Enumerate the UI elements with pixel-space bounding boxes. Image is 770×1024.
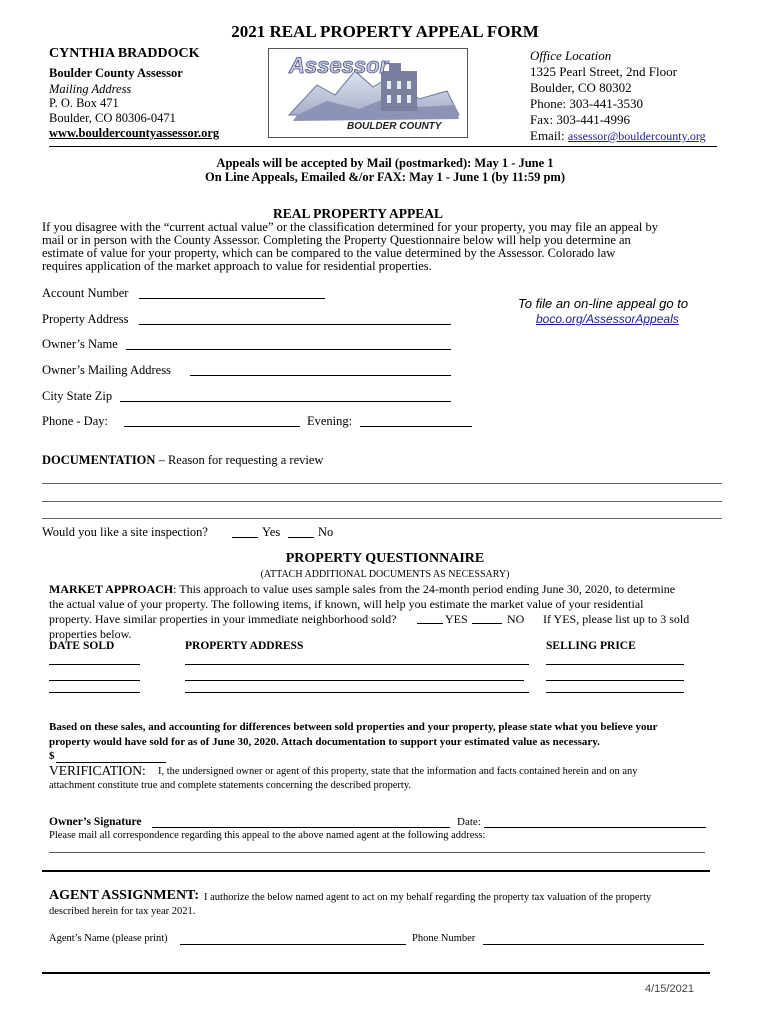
questionnaire-heading: PROPERTY QUESTIONNAIRE	[285, 551, 485, 566]
site-inspection-yes-label: Yes	[262, 525, 281, 539]
appeal-text-line3: estimate of value for your property, which can be compared to the value determined by the Assessor. Colorado law	[42, 246, 616, 260]
sale-1-address-field[interactable]	[185, 664, 529, 665]
agent-name-field[interactable]	[180, 944, 406, 945]
owner-mailing-address-field[interactable]	[190, 375, 451, 376]
documentation-subtitle: – Reason for requesting a review	[155, 453, 324, 467]
sale-3-price-field[interactable]	[546, 692, 684, 693]
agent-section-divider-top	[42, 870, 710, 872]
sale-3-address-field[interactable]	[185, 692, 529, 693]
logo-county-text: BOULDER COUNTY	[347, 121, 442, 132]
sale-2-date-field[interactable]	[49, 680, 140, 681]
questionnaire-subheading: (ATTACH ADDITIONAL DOCUMENTS AS NECESSARY)	[260, 569, 510, 580]
list-sold-properties-text: If YES, please list up to 3 sold	[543, 612, 690, 626]
office-email	[530, 128, 706, 144]
owner-signature-field[interactable]	[152, 827, 450, 828]
po-box: P. O. Box 471	[49, 96, 119, 110]
phone-evening-label: Evening:	[307, 414, 353, 428]
mailing-address-label: Mailing Address	[49, 82, 132, 96]
online-appeal-link[interactable]: boco.org/AssessorAppeals	[536, 312, 679, 326]
notice-mail-dates: Appeals will be accepted by Mail (postmarked): May 1 - June 1	[216, 156, 554, 170]
appeal-text-line1: If you disagree with the “current actual value” or the classification determined for your property, you may file an appeal by	[42, 220, 658, 234]
agent-section-divider-bottom	[42, 972, 710, 974]
assessor-logo	[268, 48, 468, 138]
sale-1-date-field[interactable]	[49, 664, 140, 665]
phone-day-label: Phone - Day:	[42, 414, 108, 428]
owner-name-field[interactable]	[126, 349, 451, 350]
site-inspection-question: Would you like a site inspection?	[42, 525, 208, 539]
header-divider	[49, 146, 717, 147]
agent-name-label: Agent’s Name (please print)	[49, 933, 168, 944]
selling-price-header: SELLING PRICE	[546, 640, 636, 652]
agent-phone-field[interactable]	[483, 944, 704, 945]
city-state-zip-field[interactable]	[120, 401, 451, 402]
owner-signature-label: Owner’s Signature	[49, 816, 142, 828]
office-location-label: Office Location	[530, 48, 612, 63]
verification-text-line2: attachment constitute true and complete statements concerning the described property.	[49, 780, 412, 791]
owner-mailing-address-label: Owner’s Mailing Address	[42, 363, 171, 377]
mountain-building-icon	[269, 49, 467, 137]
market-approach-line2: the actual value of your property. The following items, if known, will help you estimate the market value of your residential	[49, 597, 644, 611]
signature-date-label: Date:	[457, 816, 481, 828]
neighborhood-sold-no-label: NO	[507, 612, 525, 626]
form-revision-date: 4/15/2021	[645, 983, 694, 995]
dollar-sign: $	[49, 750, 55, 762]
email-label: Email:	[530, 128, 568, 143]
sale-2-address-field[interactable]	[185, 680, 524, 681]
online-appeal-text: To file an on-line appeal go to	[518, 296, 689, 311]
agent-phone-label: Phone Number	[412, 933, 476, 944]
sale-1-price-field[interactable]	[546, 664, 684, 665]
assessor-website-link[interactable]: www.bouldercountyassessor.org	[49, 126, 220, 140]
market-approach-line1	[49, 582, 675, 597]
signature-date-field[interactable]	[484, 827, 706, 828]
property-address-header: PROPERTY ADDRESS	[185, 640, 304, 652]
site-inspection-no-label: No	[318, 525, 334, 539]
verification-text-line1: I, the undersigned owner or agent of this property, state that the information and facts contained herein and on any	[158, 766, 638, 777]
appeal-heading: REAL PROPERTY APPEAL	[272, 206, 444, 221]
estimate-text-line2: property would have sold for as of June 30, 2020. Attach documentation to support your estimated value as necessary.	[49, 736, 600, 748]
documentation-label	[42, 453, 323, 468]
market-approach-label: MARKET APPROACH	[49, 582, 174, 596]
office-fax: Fax: 303-441-4996	[530, 112, 631, 127]
documentation-line-2[interactable]	[42, 501, 722, 502]
office-street: 1325 Pearl Street, 2nd Floor	[530, 64, 677, 79]
email-link[interactable]: assessor@bouldercounty.org	[567, 129, 706, 143]
phone-evening-field[interactable]	[360, 426, 472, 427]
neighborhood-sold-yes-label: YES	[445, 612, 468, 626]
estimate-text-line1: Based on these sales, and accounting for differences between sold properties and your property, please state what you believe your	[49, 721, 658, 733]
property-address-label: Property Address	[42, 312, 129, 326]
neighborhood-sold-yes-field[interactable]	[417, 623, 443, 624]
owner-name-label: Owner’s Name	[42, 337, 118, 351]
market-approach-text: : This approach to value uses sample sales from the 24-month period ending June 30, 2020, to determine	[173, 582, 676, 596]
city-state-zip-label: City State Zip	[42, 389, 113, 403]
agent-assignment-text-line2: described herein for tax year 2021.	[49, 906, 196, 917]
assessor-name: CYNTHIA BRADDOCK	[49, 46, 200, 61]
property-address-field[interactable]	[139, 324, 451, 325]
documentation-line-3[interactable]	[42, 518, 722, 519]
agent-address-field[interactable]	[49, 852, 705, 853]
neighborhood-sold-no-field[interactable]	[472, 623, 502, 624]
agent-assignment-text-line1: I authorize the below named agent to act on my behalf regarding the property tax valuation of the property	[204, 892, 652, 903]
sale-3-date-field[interactable]	[49, 692, 140, 693]
account-number-label: Account Number	[42, 286, 129, 300]
account-number-field[interactable]	[139, 298, 325, 299]
phone-day-field[interactable]	[124, 426, 300, 427]
site-inspection-no-field[interactable]	[288, 537, 314, 538]
office-city: Boulder, CO 80302	[530, 80, 632, 95]
market-approach-line3: property. Have similar properties in your immediate neighborhood sold?	[49, 612, 397, 626]
appeal-text-line4: requires application of the market approach to value for residential properties.	[42, 259, 432, 273]
agent-assignment-label: AGENT ASSIGNMENT:	[49, 888, 200, 903]
documentation-title: DOCUMENTATION	[42, 453, 156, 467]
appeal-text-line2: mail or in person with the County Assessor. Completing the Property Questionnaire below will help you determine an	[42, 233, 631, 247]
mailing-city: Boulder, CO 80306-0471	[49, 111, 176, 125]
form-title: 2021 REAL PROPERTY APPEAL FORM	[231, 22, 539, 41]
documentation-line-1[interactable]	[42, 483, 722, 484]
logo-title-text: Assessor	[289, 53, 389, 78]
assessor-role: Boulder County Assessor	[49, 66, 183, 80]
office-phone: Phone: 303-441-3530	[530, 96, 644, 111]
mail-correspondence-note: Please mail all correspondence regarding this appeal to the above named agent at the following address:	[49, 830, 486, 841]
verification-label: VERIFICATION:	[49, 763, 146, 778]
date-sold-header: DATE SOLD	[49, 640, 115, 652]
site-inspection-yes-field[interactable]	[232, 537, 258, 538]
notice-online-dates: On Line Appeals, Emailed &/or FAX: May 1 - June 1 (by 11:59 pm)	[205, 170, 565, 184]
market-approach-line4: properties below.	[49, 627, 132, 641]
sale-2-price-field[interactable]	[546, 680, 684, 681]
